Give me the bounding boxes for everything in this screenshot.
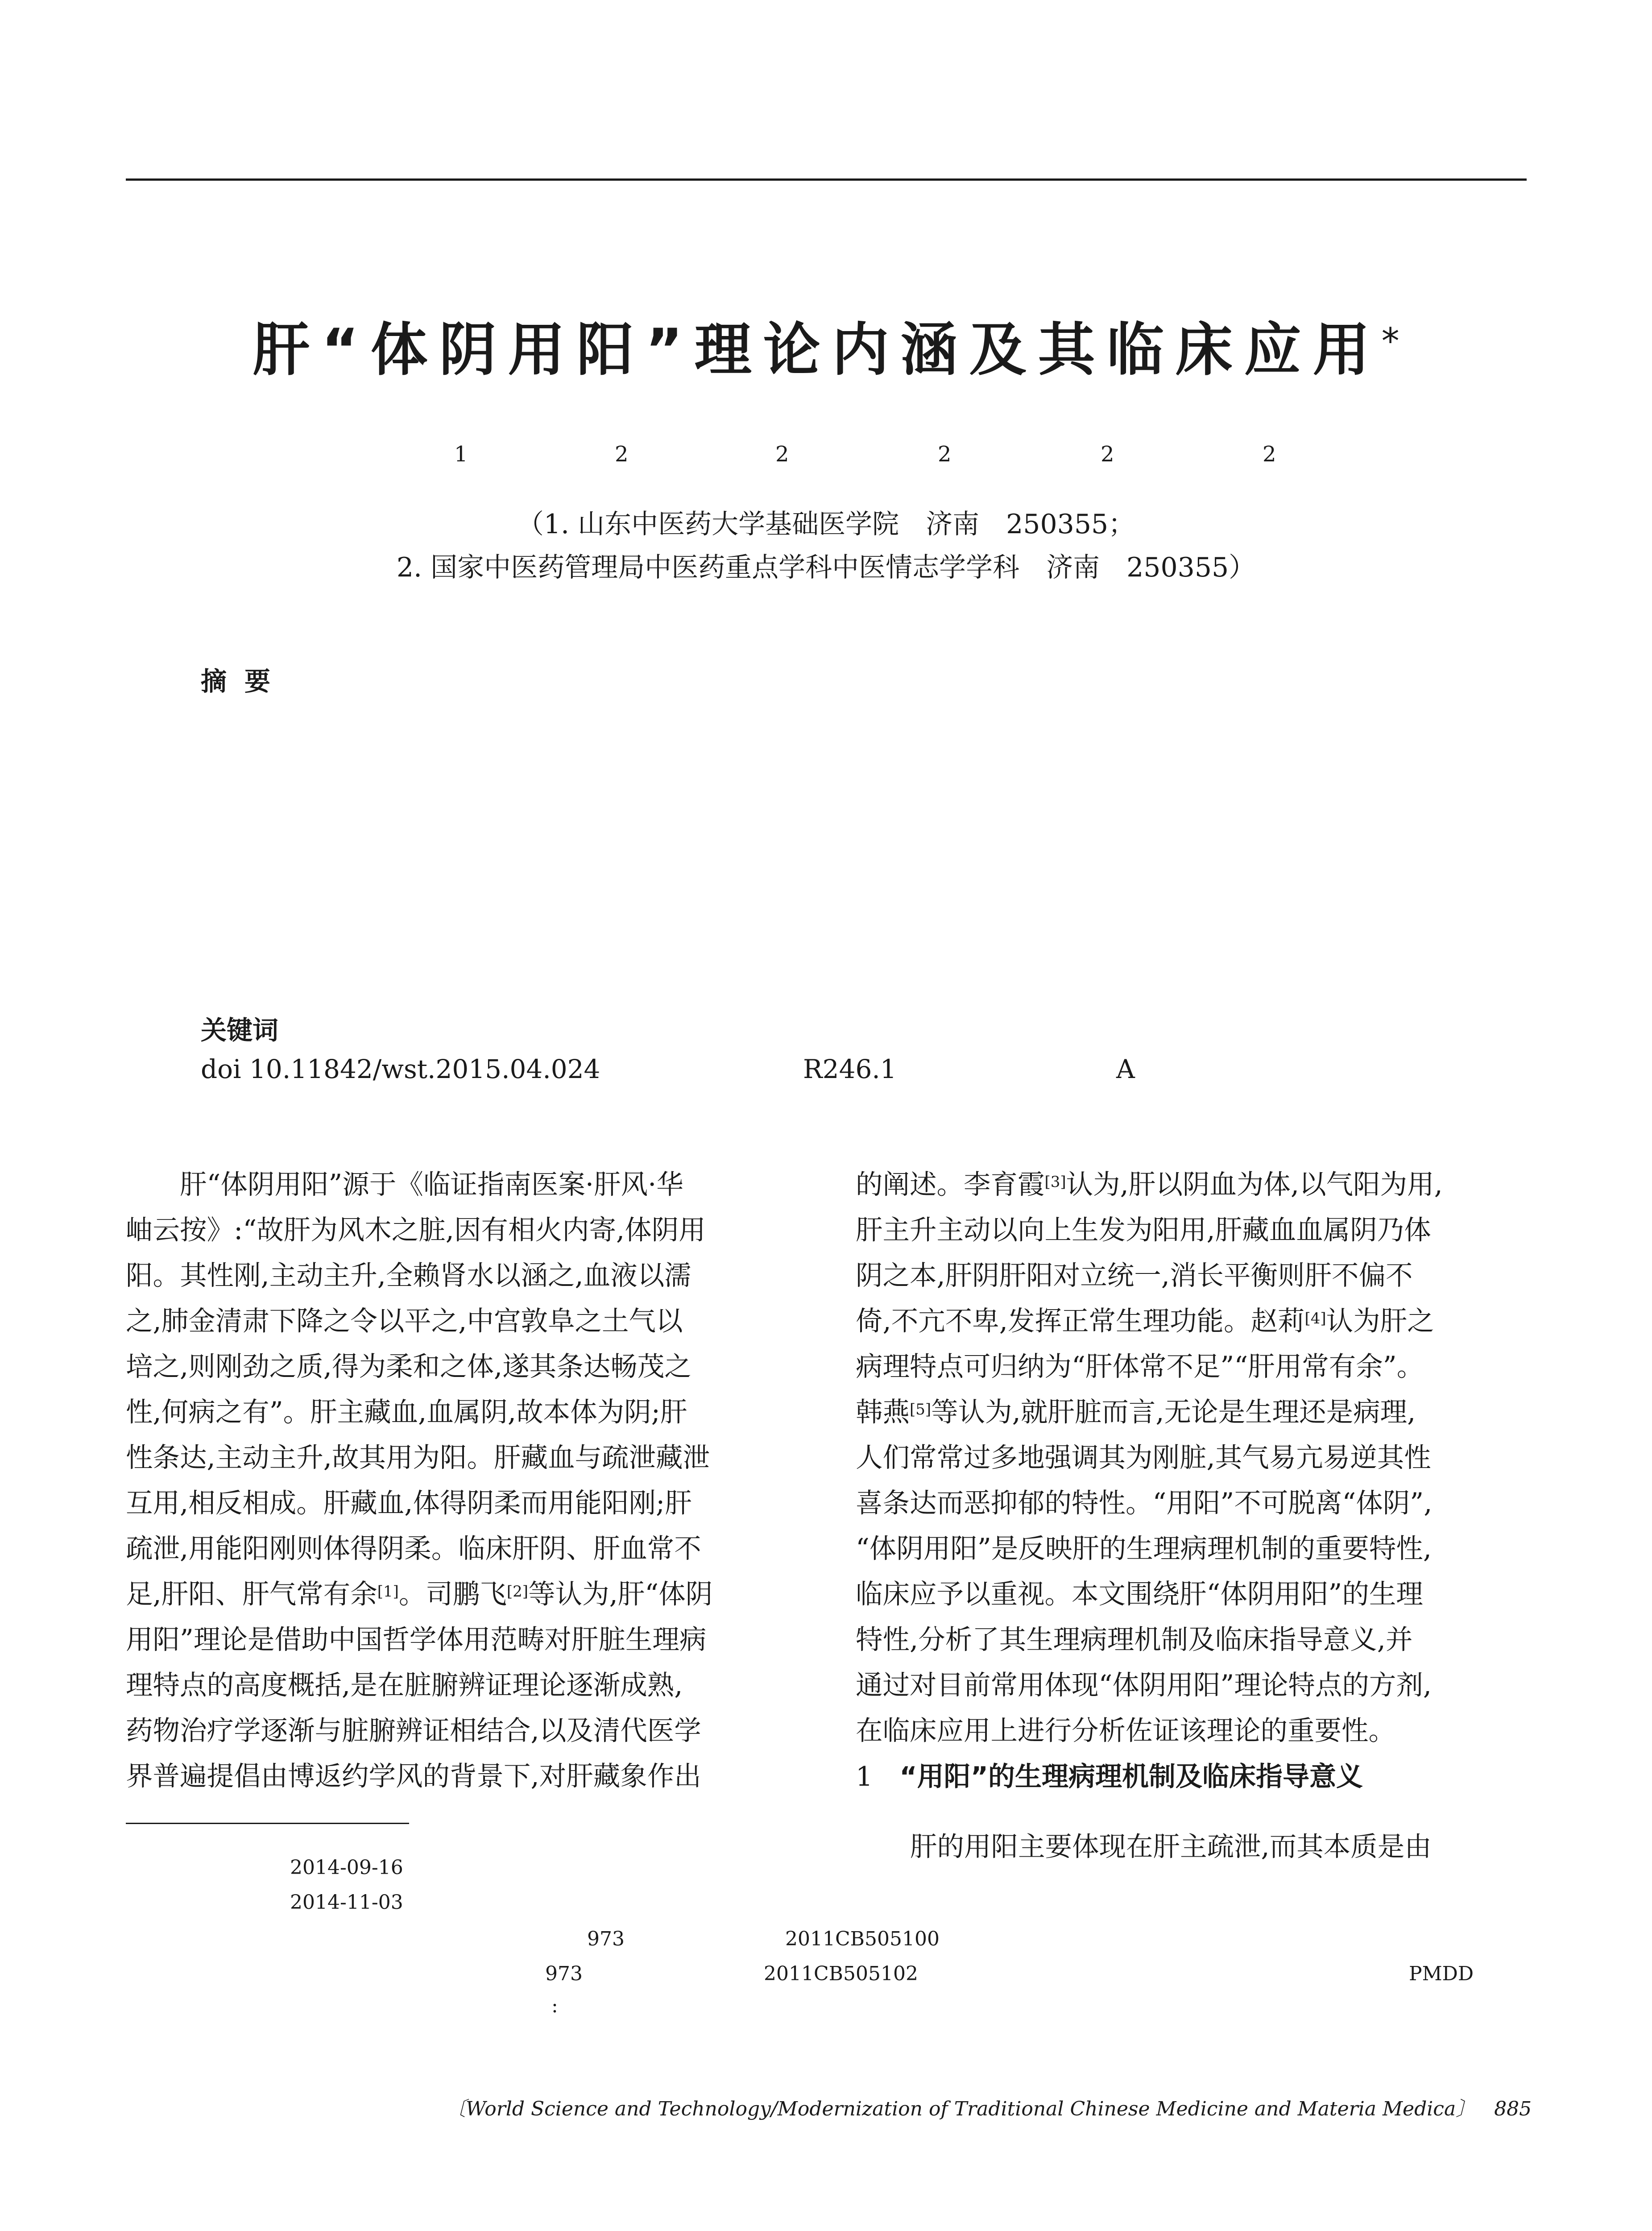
body-text-line: 足,肝阳、肝气常有余[1]。司鹏飞[2]等认为,肝“体阴	[126, 1579, 713, 1610]
body-text-line: 互用,相反相成。肝藏血,体得阴柔而用能阳刚;肝	[126, 1488, 692, 1519]
fund-tag: PMDD	[1409, 1962, 1474, 1985]
body-text-line: 之,肺金清肃下降之令以平之,中宫敦阜之土气以	[126, 1306, 683, 1337]
body-text-line: 肝“体阴用阳”源于《临证指南医案·肝风·华	[126, 1169, 683, 1200]
author-affiliation-number: 2	[615, 442, 629, 467]
fund-program: 973	[587, 1928, 625, 1950]
author-affiliation-number: 2	[1263, 442, 1276, 467]
section-number: 1	[856, 1761, 873, 1792]
body-text-line: 性,何病之有”。肝主藏血,血属阴,故本体为阴;肝	[126, 1397, 687, 1428]
body-text-line: 通过对目前常用体现“体阴用阳”理论特点的方剂,	[856, 1670, 1432, 1701]
author-affiliation-number: 2	[938, 442, 952, 467]
title-footnote-mark: *	[1381, 320, 1399, 362]
fund-code: 2011CB505102	[764, 1962, 918, 1985]
affiliation-line: 2. 国家中医药管理局中医药重点学科中医情志学学科 济南 250355）	[396, 552, 1256, 583]
body-text-line: 韩燕[5]等认为,就肝脏而言,无论是生理还是病理,	[856, 1397, 1416, 1428]
keywords-label: 关键词	[201, 1015, 279, 1045]
body-text-line: “体阴用阳”是反映肝的生理病理机制的重要特性,	[856, 1533, 1432, 1564]
body-column-right	[856, 1162, 1529, 1754]
page-number: 885	[1494, 2098, 1532, 2120]
classification-number: R246.1	[803, 1054, 897, 1084]
header-rule	[126, 178, 1527, 181]
body-text-line: 的阐述。李育霞[3]认为,肝以阴血为体,以气阳为用,	[856, 1169, 1443, 1200]
body-column-left	[126, 1162, 822, 1799]
citation-marker: [1]	[377, 1583, 399, 1601]
body-text-line: 病理特点可归纳为“肝体常不足”“肝用常有余”。	[856, 1351, 1424, 1382]
document-code: A	[1116, 1054, 1135, 1084]
body-text-line: 在临床应用上进行分析佐证该理论的重要性。	[856, 1715, 1395, 1746]
section-title: “用阳”的生理病理机制及临床指导意义	[899, 1761, 1363, 1792]
body-text-line: 阴之本,肝阴肝阳对立统一,消长平衡则肝不偏不	[856, 1260, 1413, 1291]
body-text-line: 理特点的高度概括,是在脏腑辨证理论逐渐成熟,	[126, 1670, 683, 1701]
body-text-line: 临床应予以重视。本文围绕肝“体阴用阳”的生理	[856, 1579, 1423, 1610]
affiliation-line: （1. 山东中医药大学基础医学院 济南 250355；	[517, 509, 1135, 540]
body-text-line: 疏泄,用能阳刚则体得阴柔。临床肝阴、肝血常不	[126, 1533, 701, 1564]
author-affiliation-number: 1	[454, 442, 468, 467]
journal-footer	[446, 2093, 1530, 2121]
footnote-rule	[126, 1823, 409, 1824]
citation-marker: [3]	[1044, 1173, 1066, 1191]
body-text-line: 倚,不亢不卑,发挥正常生理功能。赵莉[4]认为肝之	[856, 1306, 1434, 1337]
body-text-line: 用阳”理论是借助中国哲学体用范畴对肝脏生理病	[126, 1624, 707, 1655]
doi: doi 10.11842/wst.2015.04.024	[201, 1054, 600, 1084]
correspondence-colon: :	[551, 1995, 558, 2017]
body-text-line: 药物治疗学逐渐与脏腑辨证相结合,以及清代医学	[126, 1715, 701, 1746]
author-affiliation-number: 2	[775, 442, 789, 467]
article-title	[0, 312, 1652, 388]
citation-marker: [5]	[910, 1401, 932, 1418]
body-text-line: 界普遍提倡由博返约学风的背景下,对肝藏象作出	[126, 1761, 701, 1792]
citation-marker: [2]	[506, 1583, 529, 1601]
title-text: 肝“体阴用阳”理论内涵及其临床应用	[253, 317, 1382, 383]
section-heading	[856, 1755, 1363, 1794]
body-text-line: 喜条达而恶抑郁的特性。“用阳”不可脱离“体阴”,	[856, 1488, 1433, 1519]
body-text-line: 阳。其性刚,主动主升,全赖肾水以涵之,血液以濡	[126, 1260, 691, 1291]
fund-code: 2011CB505100	[785, 1928, 940, 1950]
revised-date: 2014-11-03	[290, 1891, 403, 1914]
body-text-line: 培之,则刚劲之质,得为柔和之体,遂其条达畅茂之	[126, 1351, 691, 1382]
fund-program: 973	[545, 1962, 583, 1985]
journal-name: 〔World Science and Technology/Modernization of Traditional Chinese Medicine and Materia Medica〕	[446, 2098, 1476, 2120]
citation-marker: [4]	[1304, 1310, 1326, 1327]
body-text-line: 岫云按》:“故肝为风木之脏,因有相火内寄,体阴用	[126, 1215, 706, 1246]
received-date: 2014-09-16	[290, 1856, 403, 1879]
section-paragraph: 肝的用阳主要体现在肝主疏泄,而其本质是由	[910, 1831, 1432, 1862]
body-text-line: 性条达,主动主升,故其用为阳。肝藏血与疏泄藏泄	[126, 1442, 710, 1473]
body-text-line: 肝主升主动以向上生发为阳用,肝藏血血属阴乃体	[856, 1215, 1431, 1246]
author-affiliation-number: 2	[1101, 442, 1114, 467]
abstract-label: 摘要	[201, 666, 289, 697]
body-text-line: 人们常常过多地强调其为刚脏,其气易亢易逆其性	[856, 1442, 1431, 1473]
body-text-line: 特性,分析了其生理病理机制及临床指导意义,并	[856, 1624, 1413, 1655]
